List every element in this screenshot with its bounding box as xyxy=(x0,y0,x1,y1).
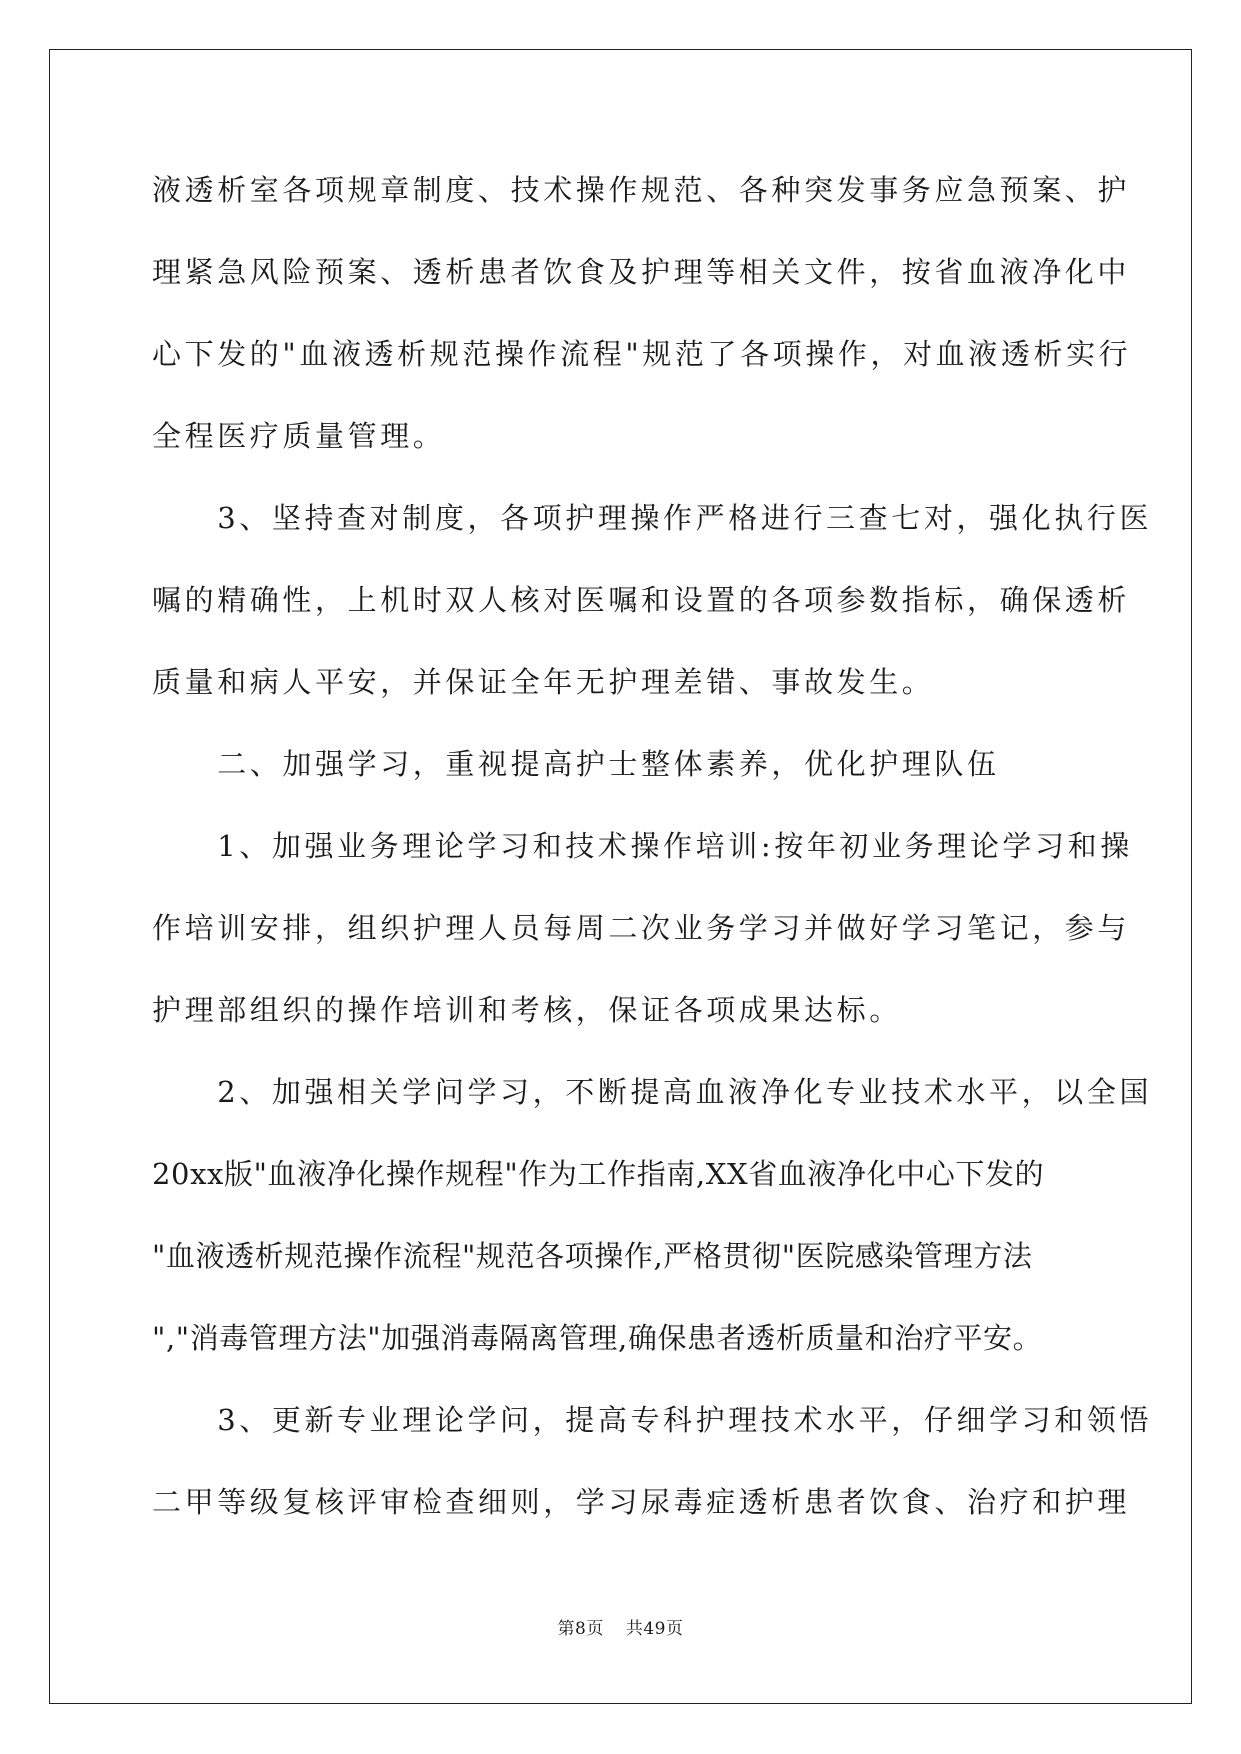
text-line: 20xx版"血液净化操作规程"作为工作指南,XX省血液净化中心下发的 xyxy=(152,1157,1045,1191)
page-total: 共49页 xyxy=(625,1619,684,1639)
text-line: 作培训安排，组织护理人员每周二次业务学习并做好学习笔记，参与 xyxy=(152,911,1131,945)
text-line: 2、加强相关学问学习，不断提高血液净化专业技术水平，以全国 xyxy=(152,1075,1153,1109)
text-line: 护理部组织的操作培训和考核，保证各项成果达标。 xyxy=(152,993,902,1027)
text-line: 嘱的精确性，上机时双人核对医嘱和设置的各项参数指标，确保透析 xyxy=(152,583,1131,617)
section-heading: 二、加强学习，重视提高护士整体素养，优化护理队伍 xyxy=(152,747,1000,781)
page-number: 第8页 xyxy=(557,1619,604,1639)
text-line: 二甲等级复核评审检查细则，学习尿毒症透析患者饮食、治疗和护理 xyxy=(152,1485,1131,1519)
text-line: 全程医疗质量管理。 xyxy=(152,419,446,453)
text-line: ","消毒管理方法"加强消毒隔离管理,确保患者透析质量和治疗平安。 xyxy=(152,1321,1043,1355)
text-line: 3、坚持查对制度，各项护理操作严格进行三查七对，强化执行医 xyxy=(152,501,1153,535)
text-line: 1、加强业务理论学习和技术操作培训:按年初业务理论学习和操 xyxy=(152,829,1133,863)
text-line: 心下发的"血液透析规范操作流程"规范了各项操作，对血液透析实行 xyxy=(152,337,1132,371)
text-line: 液透析室各项规章制度、技术操作规范、各种突发事务应急预案、护 xyxy=(152,173,1131,207)
text-line: 理紧急风险预案、透析患者饮食及护理等相关文件，按省血液净化中 xyxy=(152,255,1131,289)
text-line: "血液透析规范操作流程"规范各项操作,严格贯彻"医院感染管理方法 xyxy=(152,1239,1033,1273)
text-line: 3、更新专业理论学问，提高专科护理技术水平，仔细学习和领悟 xyxy=(152,1403,1153,1437)
page-footer xyxy=(0,1618,1241,1640)
text-line: 质量和病人平安，并保证全年无护理差错、事故发生。 xyxy=(152,665,935,699)
document-body xyxy=(152,160,1153,1554)
